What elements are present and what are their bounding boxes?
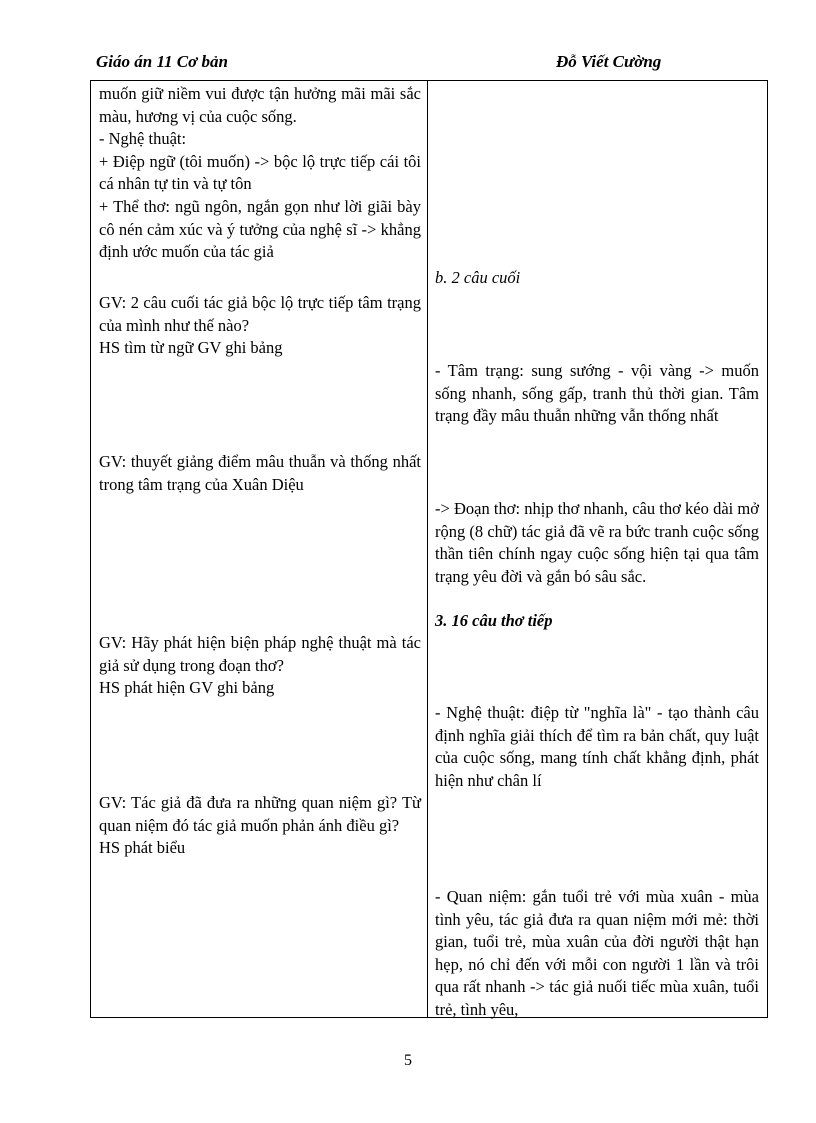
section-heading-16-lines: 3. 16 câu thơ tiếp <box>435 611 553 630</box>
teacher-question: GV: Hãy phát hiện biện pháp nghệ thuật mà tác giả sử dụng trong đoạn thơ? <box>99 633 421 675</box>
student-activity: HS tìm từ ngữ GV ghi bảng <box>99 338 283 358</box>
teacher-question: GV: Tác giả đã đưa ra những quan niệm gì? Từ quan niệm đó tác giả muốn phản ánh điều gì? <box>99 793 421 835</box>
left-block-question-4 <box>99 792 421 860</box>
column-divider <box>427 81 428 1017</box>
paragraph: + Thể thơ: ngũ ngôn, ngắn gọn như lời giãi bày cô nén cảm xúc và ý tưởng của nghệ sĩ -> khẳng định ước muốn của tác giả <box>99 196 421 262</box>
right-block-stanza: -> Đoạn thơ: nhịp thơ nhanh, câu thơ kéo dài mở rộng (8 chữ) tác giả đã vẽ ra bức tranh cuộc sống thần tiên chính ngay cuộc sống hiện tại qua tâm trạng yêu đời và gắn bó sâu sắc. <box>435 499 759 586</box>
lesson-table <box>90 80 768 1018</box>
teacher-question: GV: 2 câu cuối tác giả bộc lộ trực tiếp tâm trạng của mình như thế nào? <box>99 293 421 335</box>
paragraph: muốn giữ niềm vui được tận hưởng mãi mãi sắc màu, hương vị của cuộc sống. <box>99 84 421 126</box>
student-activity: HS phát hiện GV ghi bảng <box>99 678 275 698</box>
left-block-question-1 <box>99 292 421 360</box>
student-activity: HS phát biểu <box>99 838 186 858</box>
left-block-question-3 <box>99 632 421 700</box>
page-number: 5 <box>404 1052 412 1069</box>
teacher-question: GV: thuyết giảng điểm mâu thuẫn và thống nhất trong tâm trạng của Xuân Diệu <box>99 452 421 494</box>
subheading-2-final-lines: b. 2 câu cuối <box>435 268 521 287</box>
page-header <box>90 52 768 76</box>
header-author-name: Đỗ Viết Cường <box>556 52 662 71</box>
left-block-question-2 <box>99 451 421 496</box>
header-course-title: Giáo án 11 Cơ bản <box>96 52 228 71</box>
right-block-concept: - Quan niệm: gắn tuổi trẻ với mùa xuân - mùa tình yêu, tác giả đưa ra quan niệm mới mẻ: thời gian, tuổi trẻ, mùa xuân của đời người thật hạn hẹp, nó chỉ đến với mỗi con người 1 lần và trôi qua rất nhanh -> tác giả nuối tiếc mùa xuân, tuổi trẻ, tình yêu, <box>435 887 759 1019</box>
right-block-art: - Nghệ thuật: điệp từ "nghĩa là" - tạo thành câu định nghĩa giải thích để tìm ra bản chất, quy luật của cuộc sống, mang tính chất khẳng định, phát hiện như chân lí <box>435 703 759 790</box>
left-block-art-notes <box>99 83 421 264</box>
paragraph: - Nghệ thuật: <box>99 129 187 149</box>
paragraph: + Điệp ngữ (tôi muốn) -> bộc lộ trực tiếp cái tôi cá nhân tự tin và tự tôn <box>99 151 421 194</box>
right-block-mood: - Tâm trạng: sung sướng - vội vàng -> muốn sống nhanh, sống gấp, tranh thủ thời gian. Tâm trạng đầy mâu thuẫn những vẫn thống nhất <box>435 361 759 426</box>
